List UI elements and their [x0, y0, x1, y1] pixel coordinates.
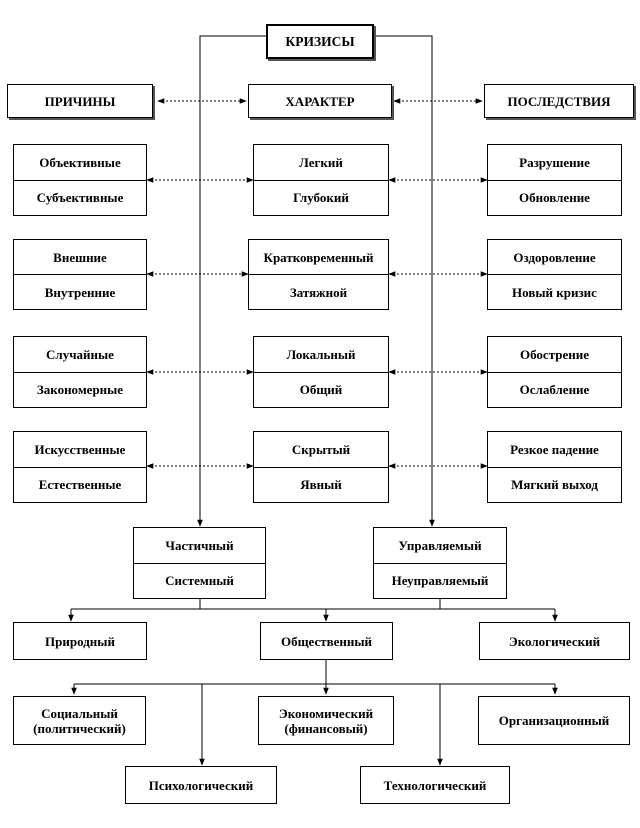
causes-4-bottom: Естественные — [14, 467, 146, 503]
character-3-top: Локальный — [286, 346, 356, 362]
psychological-box — [125, 766, 277, 804]
character-box-1 — [253, 144, 389, 216]
consequences-header-text: ПОСЛЕДСТВИЯ — [507, 93, 611, 109]
causes-3-top: Случайные — [46, 346, 114, 362]
economic-text-line2: (финансовый) — [284, 720, 368, 736]
psychological-text: Психологический — [148, 777, 254, 793]
consequences-1-bottom: Обновление — [488, 180, 621, 216]
consequences-box-3 — [487, 336, 622, 408]
character-1-bottom: Глубокий — [254, 180, 388, 216]
consequences-4-bottom: Мягкий выход — [488, 467, 621, 503]
social-text-line2: (политический) — [33, 720, 126, 736]
consequences-3-top: Обострение — [519, 346, 589, 362]
natural-box — [13, 622, 147, 660]
control-bottom: Неуправляемый — [374, 563, 506, 599]
control-top: Управляемый — [398, 537, 482, 553]
consequences-3-bottom: Ослабление — [488, 372, 621, 408]
organizational-text: Организационный — [498, 713, 610, 728]
causes-4-top: Искусственные — [34, 441, 126, 457]
economic-text-line1: Экономический — [278, 705, 374, 721]
social-general-box — [260, 622, 393, 660]
causes-2-bottom: Внутренние — [14, 274, 146, 309]
consequences-box-1 — [487, 144, 622, 216]
causes-box-1 — [13, 144, 147, 216]
social-text-line1: Социальный — [41, 705, 118, 721]
social-general-text: Общественный — [280, 633, 373, 649]
causes-box-4 — [13, 431, 147, 503]
causes-header-text: ПРИЧИНЫ — [44, 93, 116, 109]
character-2-bottom: Затяжной — [249, 274, 388, 309]
ecological-text: Экологический — [508, 633, 601, 649]
causes-1-top: Объективные — [39, 154, 121, 170]
causes-3-bottom: Закономерные — [14, 372, 146, 408]
consequences-box-2 — [487, 239, 622, 310]
scope-bottom: Системный — [134, 563, 265, 599]
character-2-top: Кратковременный — [263, 249, 374, 265]
causes-box-3 — [13, 336, 147, 408]
title-box — [266, 24, 374, 59]
natural-text: Природный — [45, 633, 115, 649]
character-header-text: ХАРАКТЕР — [285, 93, 355, 109]
causes-2-top: Внешние — [53, 249, 107, 265]
character-box-3 — [253, 336, 389, 408]
character-4-bottom: Явный — [254, 467, 388, 503]
social-box — [13, 696, 146, 745]
control-box — [373, 527, 507, 599]
scope-top: Частичный — [165, 537, 234, 553]
scope-box — [133, 527, 266, 599]
technological-text: Технологический — [383, 777, 487, 793]
organizational-box — [478, 696, 630, 745]
consequences-2-top: Оздоровление — [513, 249, 596, 265]
causes-1-bottom: Субъективные — [14, 180, 146, 216]
character-3-bottom: Общий — [254, 372, 388, 408]
title-text: КРИЗИСЫ — [285, 34, 355, 49]
causes-box-2 — [13, 239, 147, 310]
consequences-1-top: Разрушение — [519, 154, 590, 170]
character-box-4 — [253, 431, 389, 503]
character-1-top: Легкий — [299, 154, 343, 170]
consequences-2-bottom: Новый кризис — [488, 274, 621, 309]
consequences-box-4 — [487, 431, 622, 503]
technological-box — [360, 766, 510, 804]
economic-box — [258, 696, 394, 745]
consequences-4-top: Резкое падение — [510, 441, 599, 457]
ecological-box — [479, 622, 630, 660]
consequences-header — [484, 84, 634, 118]
character-box-2 — [248, 239, 389, 310]
causes-header — [7, 84, 153, 118]
character-4-top: Скрытый — [291, 441, 351, 457]
character-header — [248, 84, 392, 118]
